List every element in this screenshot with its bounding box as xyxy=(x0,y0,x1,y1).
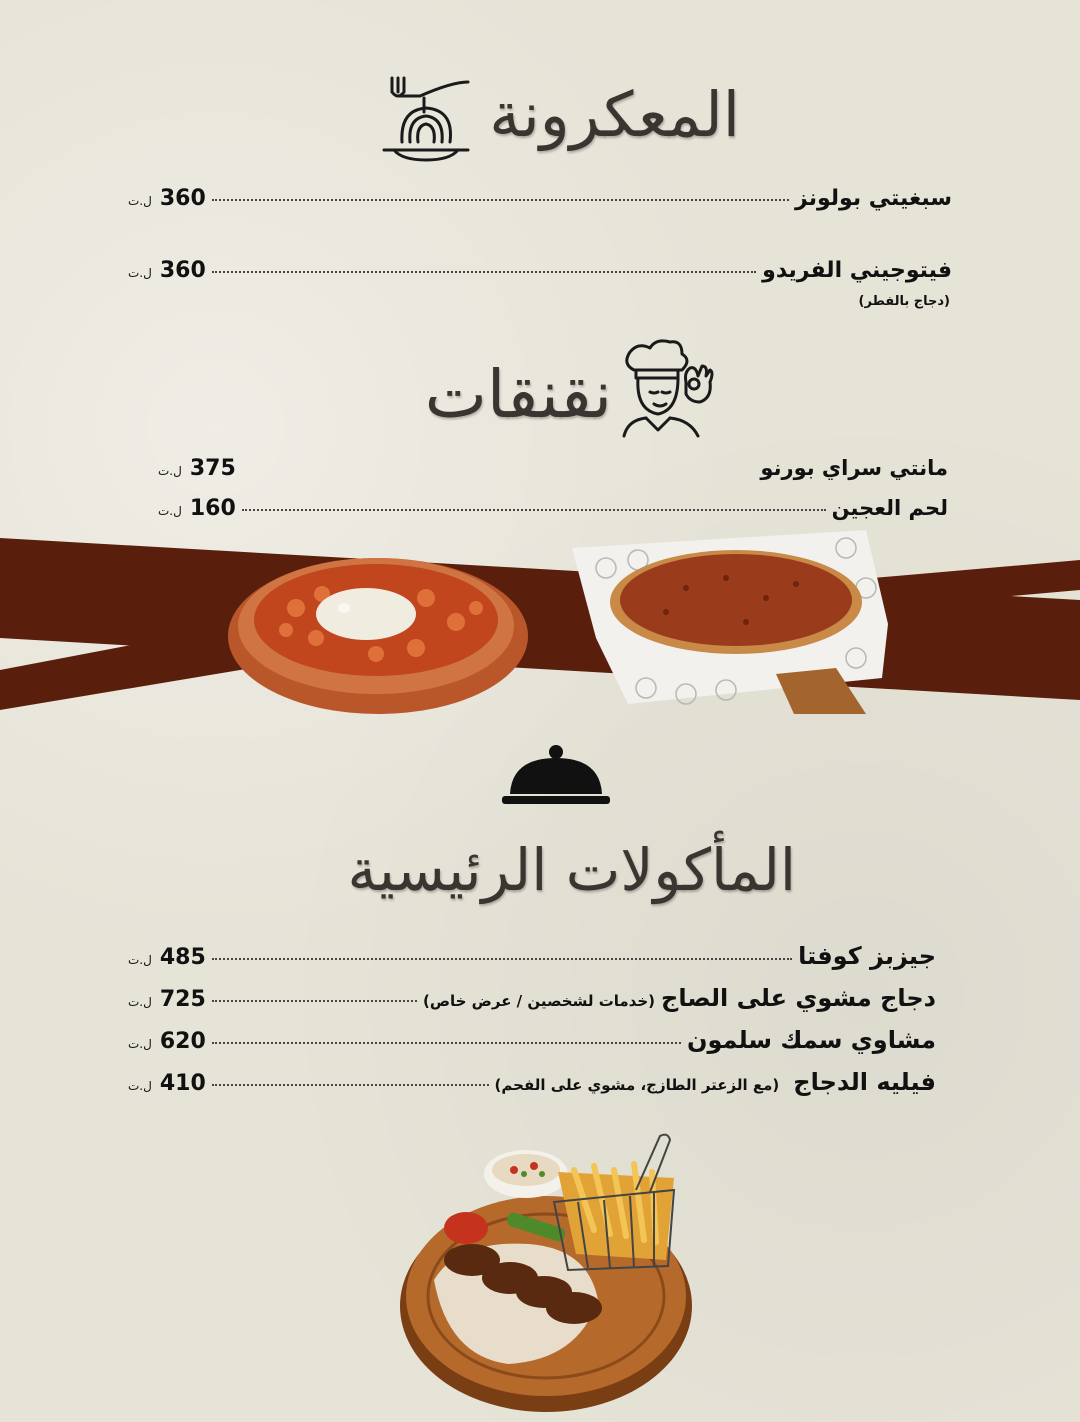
currency-label: ل.ت xyxy=(128,1037,152,1051)
chef-icon xyxy=(616,336,722,442)
item-price: 410 xyxy=(159,1071,206,1096)
lahmacun-photo xyxy=(566,528,890,714)
dotted-leader xyxy=(242,509,826,511)
currency-label: ل.ت xyxy=(158,464,182,478)
item-price: 160 xyxy=(189,496,236,521)
dotted-leader xyxy=(212,199,789,201)
dotted-leader xyxy=(242,469,755,471)
dotted-leader xyxy=(212,271,756,273)
pasta-section-title: المعكرونة xyxy=(489,78,740,151)
currency-label: ل.ت xyxy=(128,995,152,1009)
item-name: سبغيتي بولونز xyxy=(795,186,952,211)
menu-item xyxy=(128,1026,936,1054)
item-name: فيتوجيني الفريدو xyxy=(762,258,952,283)
menu-item xyxy=(128,1068,936,1096)
item-price: 360 xyxy=(159,258,206,283)
currency-label: ل.ت xyxy=(158,504,182,518)
dotted-leader xyxy=(212,1000,417,1002)
menu-item xyxy=(158,456,948,481)
item-name: دجاج مشوي على الصاج xyxy=(661,984,936,1012)
dotted-leader xyxy=(212,1042,681,1044)
menu-item xyxy=(128,258,952,283)
currency-label: ل.ت xyxy=(128,1079,152,1093)
dotted-leader xyxy=(212,958,792,960)
manti-dish-photo xyxy=(226,538,530,718)
currency-label: ل.ت xyxy=(128,194,152,208)
kofta-plate-photo xyxy=(398,1130,694,1416)
decorative-band xyxy=(0,520,1080,740)
item-price: 620 xyxy=(159,1029,206,1054)
item-note: (مع الزعتر الطازج، مشوي على الفحم) xyxy=(494,1076,780,1094)
item-price: 485 xyxy=(159,945,206,970)
item-price: 360 xyxy=(159,186,206,211)
item-name: لحم العجين xyxy=(831,496,948,520)
menu-item xyxy=(128,984,936,1012)
item-name: جيزبز كوفتا xyxy=(798,942,936,970)
item-price: 375 xyxy=(189,456,236,481)
snacks-section-title: نقنقات xyxy=(424,356,612,433)
item-note: (دجاج بالفطر) xyxy=(858,294,950,309)
dotted-leader xyxy=(212,1084,489,1086)
food-cloche-icon xyxy=(500,742,612,808)
currency-label: ل.ت xyxy=(128,953,152,967)
mains-section-title: المأكولات الرئيسية xyxy=(347,836,796,904)
item-note: (خدمات لشخصين / عرض خاص) xyxy=(422,992,656,1010)
item-name: مشاوي سمك سلمون xyxy=(687,1026,936,1054)
item-price: 725 xyxy=(159,987,206,1012)
menu-item xyxy=(158,496,948,521)
menu-item xyxy=(128,186,952,211)
currency-label: ل.ت xyxy=(128,266,152,280)
spaghetti-plate-icon xyxy=(380,72,472,164)
item-name: فيليه الدجاج xyxy=(793,1068,936,1096)
item-name: مانتي سراي بورنو xyxy=(760,456,948,480)
menu-item xyxy=(128,942,936,970)
